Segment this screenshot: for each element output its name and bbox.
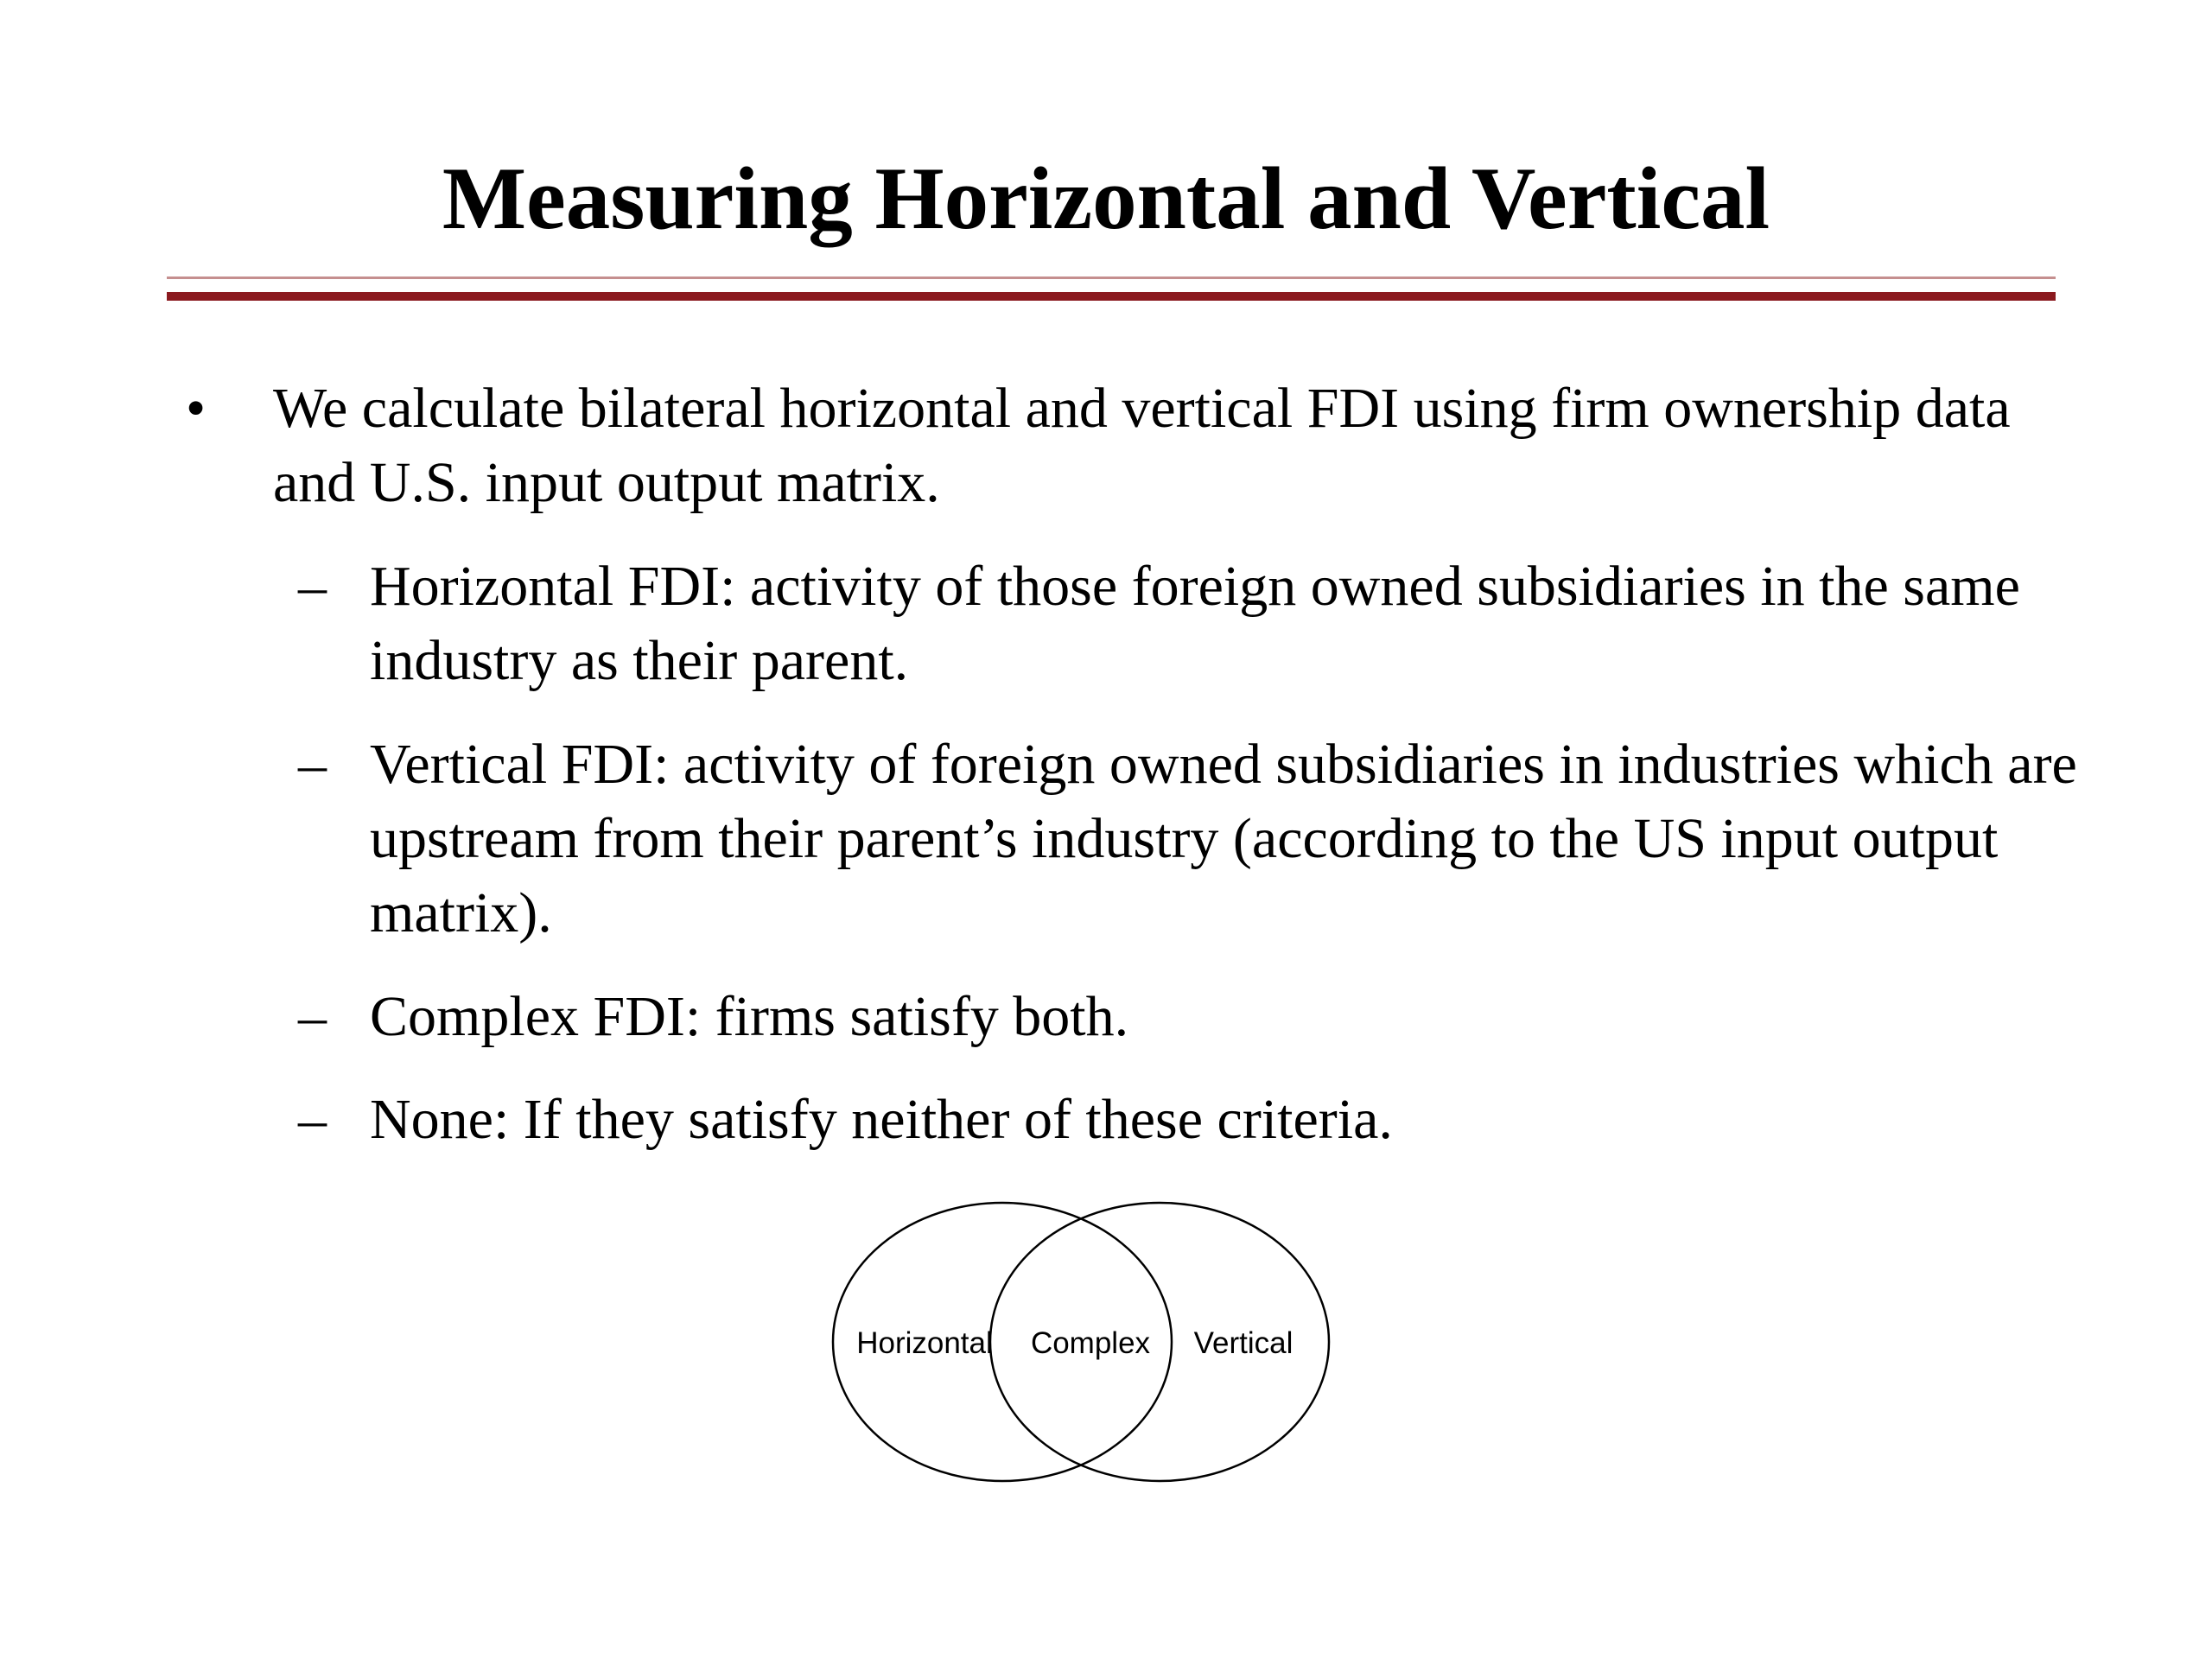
title-rule-thin — [167, 276, 2056, 279]
venn-diagram — [830, 1197, 1331, 1491]
dash-marker: – — [298, 555, 327, 618]
sub-bullet-text: None: If they satisfy neither of these criteria. — [370, 1088, 1393, 1151]
dash-marker: – — [298, 1088, 327, 1151]
venn-label-vertical: Vertical — [1193, 1326, 1294, 1360]
bullet-marker: • — [186, 377, 207, 440]
title-rule-thick — [167, 292, 2056, 301]
main-bullet-text: We calculate bilateral horizontal and vertical FDI using firm ownership data and U.S. input output matrix. — [273, 377, 2011, 514]
sub-bullet-text: Horizontal FDI: activity of those foreign owned subsidiaries in the same industry as their parent. — [370, 555, 2020, 692]
slide-title: Measuring Horizontal and Vertical — [442, 149, 1770, 248]
dash-marker: – — [298, 985, 327, 1048]
sub-bullet-text: Complex FDI: firms satisfy both. — [370, 985, 1129, 1048]
venn-label-horizontal: Horizontal — [856, 1326, 993, 1360]
sub-bullet-text: Vertical FDI: activity of foreign owned subsidiaries in industries which are upstream from their parent’s industry (according to the US input output matrix). — [370, 733, 2077, 944]
venn-label-complex: Complex — [1030, 1326, 1151, 1360]
dash-marker: – — [298, 733, 327, 796]
